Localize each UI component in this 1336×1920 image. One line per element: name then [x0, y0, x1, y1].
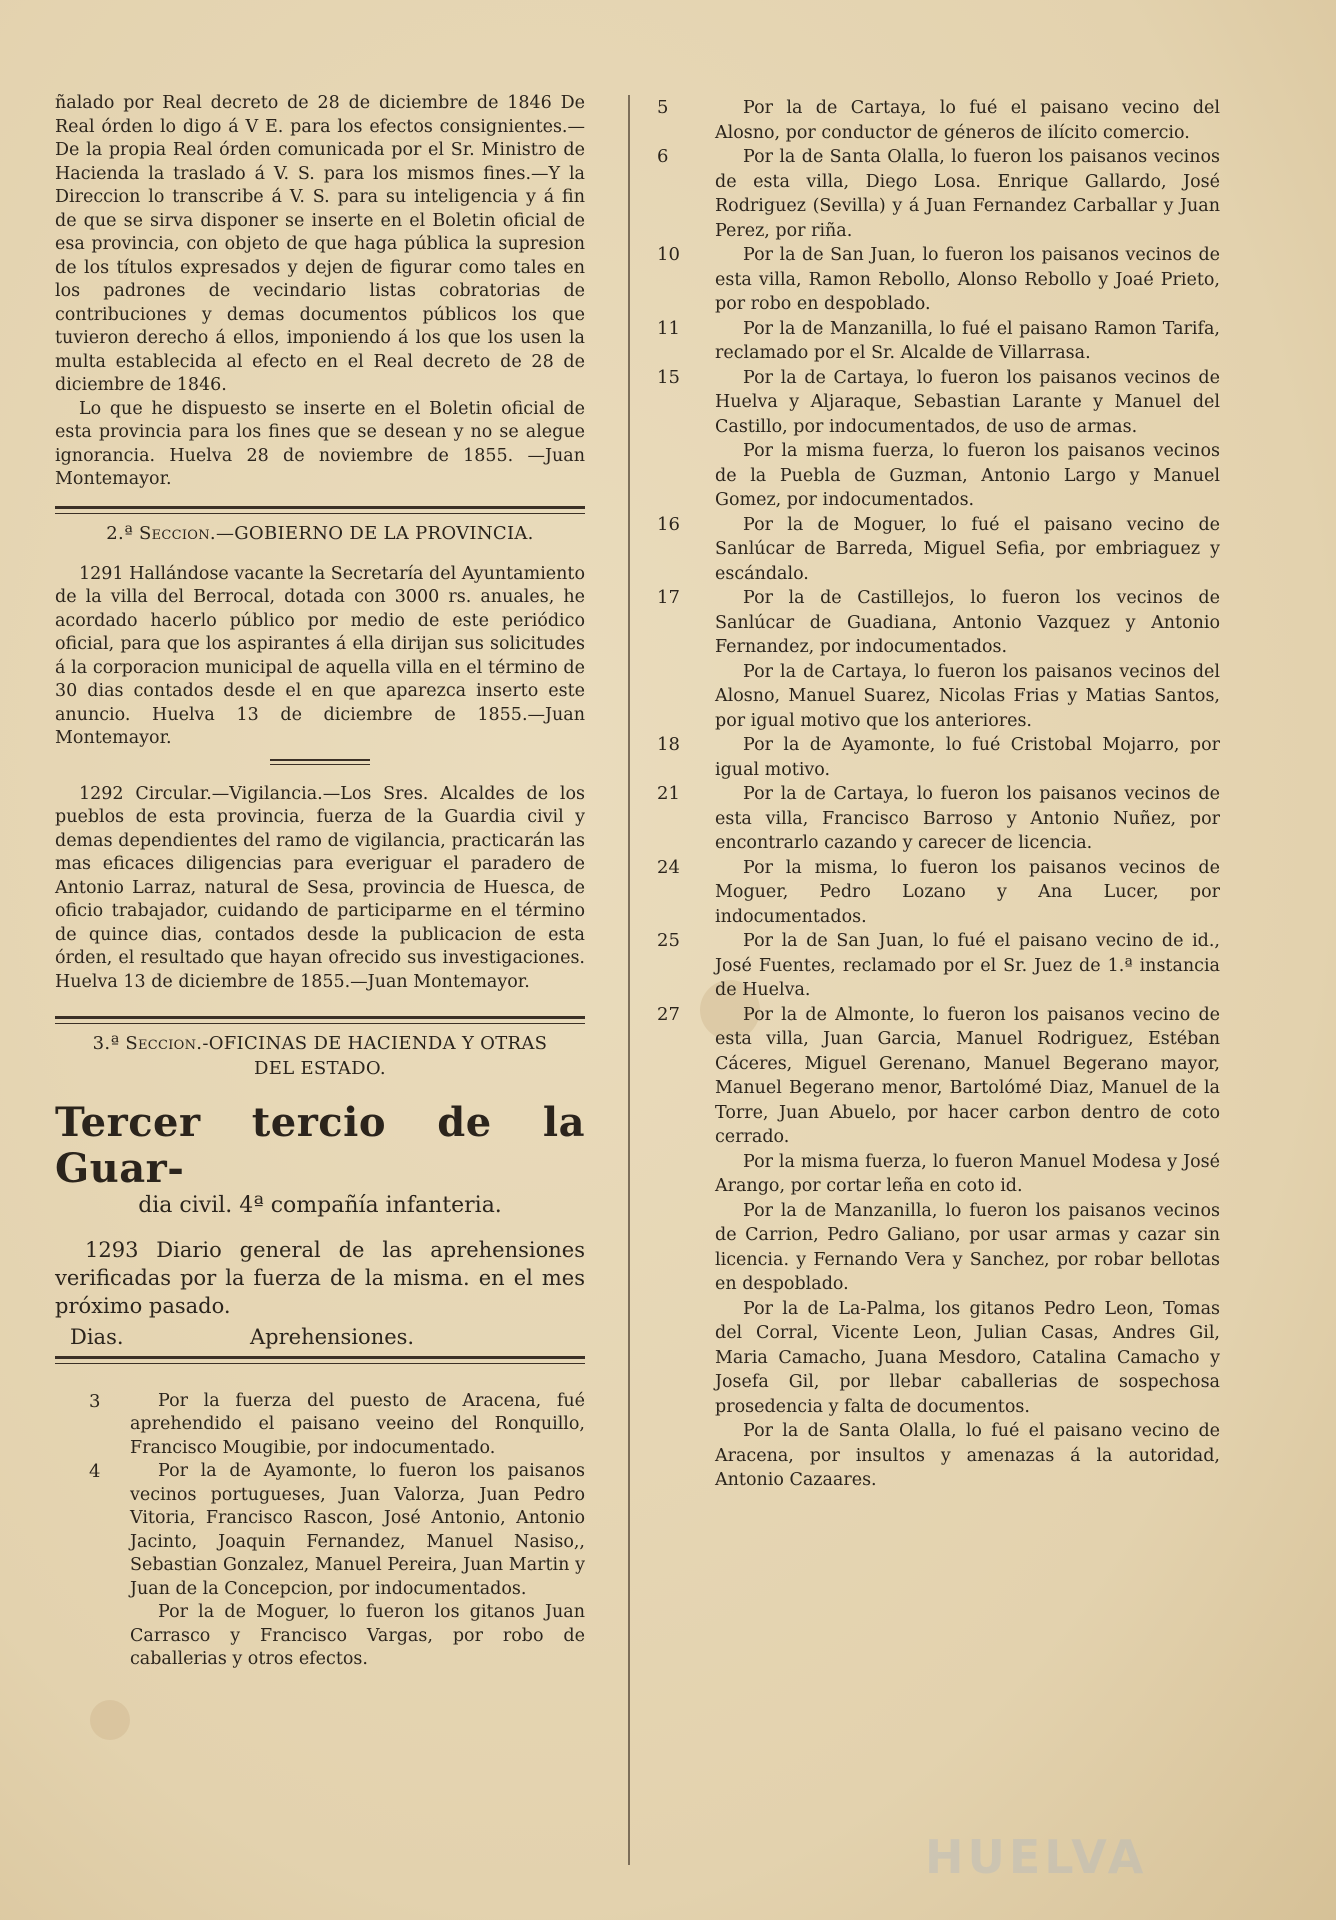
- entry-text: Por la de Castillejos, lo fueron los vecinos de Sanlúcar de Guadiana, Antonio Vazquez y Antonio Fernandez, por indocumentados.: [715, 588, 1220, 657]
- entry-text: Por la de Santa Olalla, lo fueron los paisanos vecinos de esta villa, Diego Losa. Enrique Gallardo, José Rodriguez (Sevilla) y á Juan Fernandez Carballar y Juan Perez, por riña.: [715, 147, 1220, 241]
- entry-day: 16: [657, 513, 680, 535]
- entry-text: Por la de Santa Olalla, lo fué el paisano vecino de Aracena, por insultos y amenazas á la autoridad, Antonio Cazaares.: [715, 1421, 1220, 1490]
- entry-text: Por la de Ayamonte, lo fué Cristobal Mojarro, por igual motivo.: [715, 735, 1220, 780]
- column-header-aprehensiones: Aprehensiones.: [250, 1325, 415, 1349]
- intro-paragraph: ñalado por Real decreto de 28 de diciembre de 1846 De Real órden lo digo á V E. para los efectos consignientes.—De la propia Real órden comunicada por el Sr. Ministro de Hacienda la traslado á V. S. para los mismos fines.—Y la Direccion lo transcribe á V. S. para su inteligencia y á fin de que se sirva disponer se inserte en el Boletin oficial de esa provincia, con objeto de que haga pública la supresion de los títulos expresados y dejen de figurar como tales en los padrones de vecindario listas cobratorias de contribuciones y demas documentos públicos los que tuvieron derecho á ellos, imponiendo á los que los usen la multa establecida al efecto en el Real decreto de 28 de diciembre de 1846.: [55, 93, 585, 395]
- entry-day: 25: [657, 930, 680, 951]
- notice-1291: 1291 Hallándose vacante la Secretaría del Ayuntamiento de la villa del Berrocal, dotada con 3000 rs. anuales, he acordado hacerlo público por medio de este periódico oficial, para que los aspirantes á ella dirijan sus solicitudes á la corporacion municipal de aquella villa en el término de 30 dias contados desde el en que aparezca inserto este anuncio. Huelva 13 de diciembre de 1855.—Juan Montemayor.: [55, 563, 585, 748]
- notice-1292: 1292 Circular.—Vigilancia.—Los Sres. Alcaldes de los pueblos de esta provincia, fuerza de la Guardia civil y demas dependientes del ramo de vigilancia, practicarán las mas eficaces diligencias para everiguar el paradero de Antonio Larraz, natural de Sesa, provincia de Huesca, de oficio trabajador, cuidando de participarme en el término de quince dias, contados desde la publicacion de esta órden, el resultado que hayan ofrecido sus investigaciones. Huelva 13 de diciembre de 1855.—Juan Montemayor.: [55, 783, 585, 992]
- entry-text: Por la de Cartaya, lo fueron los paisanos vecinos de Huelva y Aljaraque, Sebastian Larante y Manuel del Castillo, por indocumentados, de uso de armas.: [715, 367, 1220, 437]
- list-item: [657, 856, 1220, 930]
- entry-day: 15: [657, 366, 680, 388]
- entry-day: 21: [657, 783, 680, 804]
- entry-text: Por la de Cartaya, lo fueron los paisanos vecinos de esta villa, Francisco Barroso y Antonio Nuñez, por encontrarlo cazando y carecer de licencia.: [715, 784, 1220, 853]
- column-divider: [628, 95, 630, 1865]
- entry-text: Por la de Ayamonte, lo fueron los paisanos vecinos portugueses, Juan Valorza, Juan Pedro Vitoria, Francisco Rascon, José Antonio, Antonio Jacinto, Joaquin Fernandez, Manuel Nasiso,, Sebastian Gonzalez, Manuel Pereira, Juan Martin y Juan de la Concepcion, por indocumentados.: [130, 1461, 585, 1599]
- list-item: [55, 1460, 585, 1601]
- entry-text: Por la fuerza del puesto de Aracena, fué aprehendido el paisano veeino del Ronquillo, Francisco Mougibie, por indocumentado.: [130, 1390, 585, 1458]
- list-item: [715, 1150, 1220, 1199]
- library-watermark: HUELVA: [925, 1830, 1148, 1884]
- entry-day: 10: [657, 244, 680, 265]
- list-item: [715, 1419, 1220, 1493]
- section-divider: [55, 506, 585, 514]
- list-item: [657, 1003, 1220, 1150]
- entry-text: Por la de Almonte, lo fueron los paisanos vecino de esta villa, Juan Garcia, Manuel Rodriguez, Estéban Cáceres, Miguel Gerenano, Manuel Begerano mayor, Manuel Begerano menor, Bartolómé Diaz, Manuel de la Torre, Juan Abuelo, por hacer carbon dentro de coto cerrado.: [715, 1004, 1220, 1147]
- entry-day: 5: [657, 97, 669, 118]
- entry-text: Por la de Manzanilla, lo fué el paisano Ramon Tarifa, reclamado por el Sr. Alcalde de Villarrasa.: [715, 318, 1220, 363]
- entry-text: Por la de Moguer, lo fué el paisano vecino de Sanlúcar de Barreda, Miguel Sefia, por embriaguez y escándalo.: [715, 514, 1220, 584]
- section-3-title-cont: DEL ESTADO.: [254, 1058, 386, 1079]
- list-item: [55, 1601, 585, 1672]
- list-item: [55, 1390, 585, 1461]
- section-2-title: 2.ª Seccion.—GOBIERNO DE LA PROVINCIA.: [106, 522, 534, 544]
- table-header-rule: [55, 1356, 585, 1364]
- table-header: [55, 1326, 585, 1350]
- list-item: [657, 366, 1220, 440]
- entry-day: 3: [89, 1390, 101, 1412]
- entry-text: Por la de Manzanilla, lo fueron los paisanos vecinos de Carrion, Pedro Galiano, por usar armas y cazar sin licencia. y Fernando Vera y Sanchez, por robar bellotas en despoblado.: [715, 1200, 1220, 1294]
- entry-day: 27: [657, 1003, 680, 1025]
- section-3-title: 3.ª Seccion.-OFICINAS DE HACIENDA Y OTRAS: [92, 1033, 548, 1054]
- list-item: [715, 1199, 1220, 1297]
- entry-day: 4: [89, 1461, 101, 1482]
- list-item: [715, 1297, 1220, 1420]
- paper-stain: [90, 1700, 130, 1740]
- entry-day: 17: [657, 587, 680, 608]
- list-item: [657, 145, 1220, 243]
- section-divider: [55, 1016, 585, 1024]
- list-item: [657, 782, 1220, 856]
- entry-day: 6: [657, 146, 669, 167]
- entry-text: Por la de Moguer, lo fueron los gitanos Juan Carrasco y Francisco Vargas, por robo de caballerias y otros efectos.: [130, 1602, 585, 1669]
- closing-paragraph: Lo que he dispuesto se inserte en el Boletin oficial de esta provincia para los fines que se desean y no se alegue ignorancia. Huelva 28 de noviembre de 1855. —Juan Montemayor.: [55, 398, 585, 489]
- guard-title: Tercer tercio de la Guar-: [55, 1099, 585, 1192]
- notice-divider: [270, 759, 370, 765]
- list-item: [715, 660, 1220, 734]
- list-item: [657, 929, 1220, 1003]
- entry-day: 18: [657, 734, 680, 755]
- entry-text: Por la de Cartaya, lo fué el paisano vecino del Alosno, por conductor de géneros de ilícito comercio.: [715, 98, 1220, 143]
- list-item: [715, 439, 1220, 513]
- entry-text: Por la de San Juan, lo fueron los paisanos vecinos de esta villa, Ramon Rebollo, Alonso Rebollo y Joaé Prieto, por robo en despoblado.: [715, 245, 1220, 314]
- list-item: [657, 513, 1220, 587]
- entry-day: 24: [657, 856, 680, 878]
- entry-text: Por la de San Juan, lo fué el paisano vecino de id., José Fuentes, reclamado por el Sr. Juez de 1.ª instancia de Huelva.: [715, 931, 1220, 1000]
- entry-text: Por la misma fuerza, lo fueron los paisanos vecinos de la Puebla de Guzman, Antonio Largo y Manuel Gomez, por indocumentados.: [715, 441, 1220, 510]
- guard-subtitle: dia civil. 4ª compañía infanteria.: [138, 1193, 502, 1218]
- list-item: [657, 586, 1220, 660]
- left-column: [55, 92, 585, 1672]
- column-header-dias: Dias.: [70, 1325, 124, 1349]
- entry-text: Por la misma fuerza, lo fueron Manuel Modesa y José Arango, por cortar leña en coto id.: [715, 1151, 1220, 1196]
- entry-day: 11: [657, 317, 680, 339]
- list-item: [657, 733, 1220, 782]
- left-entries: [55, 1390, 585, 1672]
- list-item: [657, 96, 1220, 145]
- notice-1293-lead: 1293 Diario general de las aprehensiones verificadas por la fuerza de la misma. en el mes próximo pasado.: [55, 1238, 585, 1318]
- list-item: [657, 317, 1220, 366]
- entry-text: Por la misma, lo fueron los paisanos vecinos de Moguer, Pedro Lozano y Ana Lucer, por indocumentados.: [715, 857, 1220, 927]
- right-column: [657, 96, 1220, 1493]
- entry-text: Por la de La-Palma, los gitanos Pedro Leon, Tomas del Corral, Vicente Leon, Julian Casas, Andres Gil, Maria Camacho, Juana Mesdoro, Catalina Camacho y Josefa Gil, por llebar caballerias de sospechosa prosedencia y falta de documentos.: [715, 1298, 1220, 1417]
- entry-text: Por la de Cartaya, lo fueron los paisanos vecinos del Alosno, Manuel Suarez, Nicolas Frias y Matias Santos, por igual motivo que los anteriores.: [715, 661, 1220, 731]
- list-item: [657, 243, 1220, 317]
